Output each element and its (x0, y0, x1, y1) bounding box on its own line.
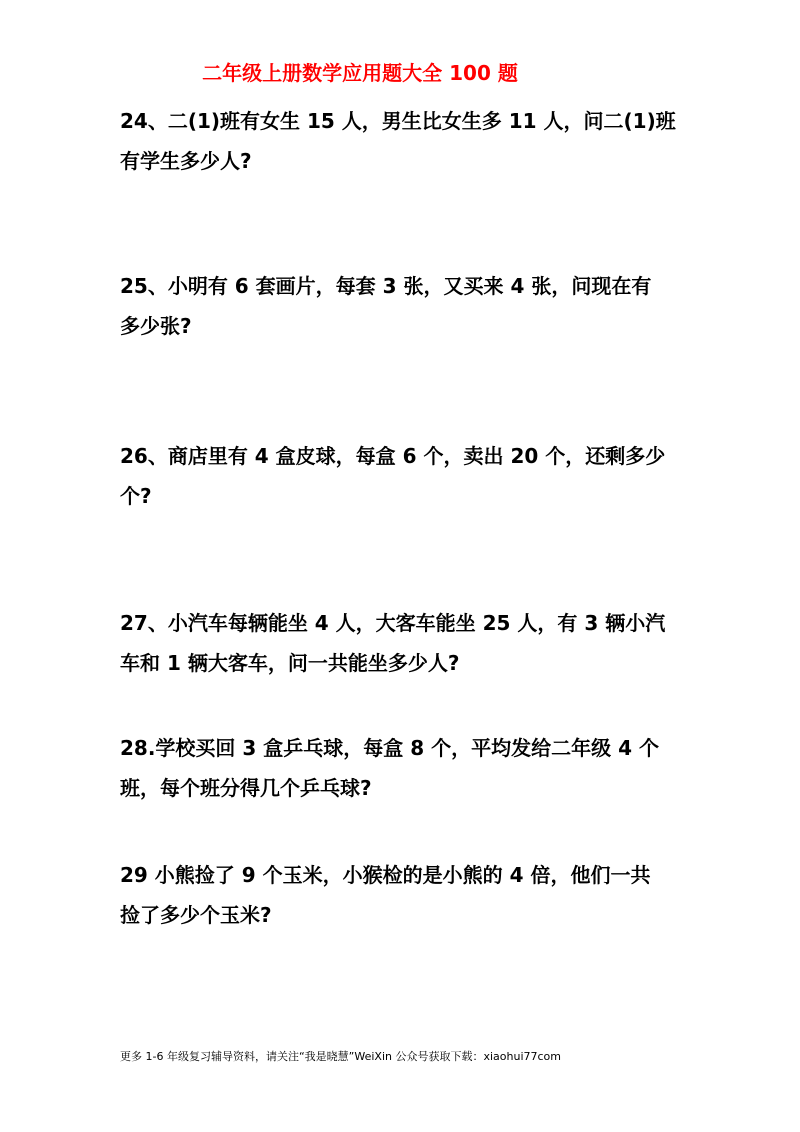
question-line: 25、小明有 6 套画片，每套 3 张，又买来 4 张，问现在有 (120, 274, 652, 298)
question-line: 个? (120, 484, 152, 508)
question-24 (120, 101, 700, 181)
question-line: 27、小汽车每辆能坐 4 人，大客车能坐 25 人，有 3 辆小汽 (120, 611, 666, 635)
question-line: 多少张? (120, 314, 192, 338)
page-footer: 更多 1-6 年级复习辅导资料，请关注“我是晓慧”WeiXin 公众号获取下载：xiaohui77com (120, 1050, 561, 1063)
question-line: 捡了多少个玉米? (120, 903, 272, 927)
question-29 (120, 855, 700, 935)
question-line: 有学生多少人? (120, 149, 252, 173)
question-line: 24、二(1)班有女生 15 人，男生比女生多 11 人，问二(1)班 (120, 109, 676, 133)
question-27 (120, 603, 700, 683)
question-28 (120, 728, 700, 808)
question-line: 班，每个班分得几个乒乓球? (120, 776, 372, 800)
question-26 (120, 436, 700, 516)
question-line: 26、商店里有 4 盒皮球，每盒 6 个，卖出 20 个，还剩多少 (120, 444, 666, 468)
document-title: 二年级上册数学应用题大全 100 题 (202, 61, 518, 85)
question-line: 车和 1 辆大客车，问一共能坐多少人? (120, 651, 460, 675)
question-25 (120, 266, 700, 346)
question-line: 28.学校买回 3 盒乒乓球，每盒 8 个，平均发给二年级 4 个 (120, 736, 659, 760)
question-line: 29 小熊捡了 9 个玉米，小猴检的是小熊的 4 倍，他们一共 (120, 863, 651, 887)
